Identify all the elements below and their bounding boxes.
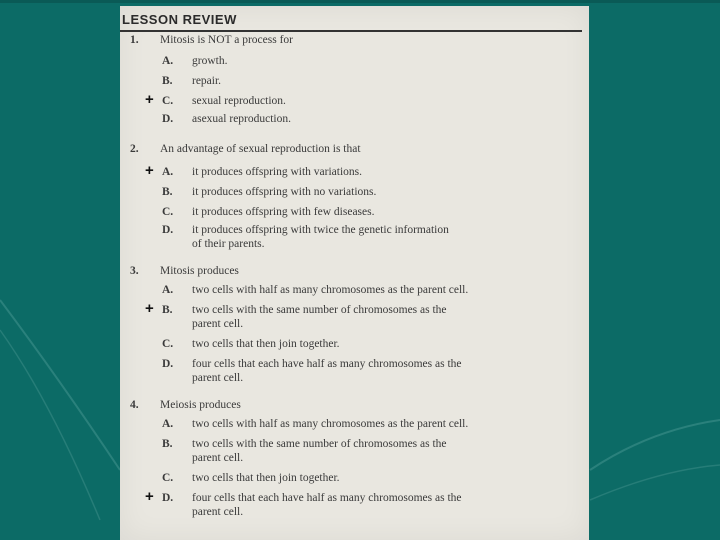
lesson-review-title: LESSON REVIEW (122, 12, 237, 27)
option-text: it produces offspring with twice the genetic information (192, 224, 449, 236)
option-text-continued: of their parents. (192, 238, 265, 250)
option-letter: D. (162, 358, 174, 370)
option-text-continued: parent cell. (192, 452, 244, 464)
option-letter: B. (162, 186, 173, 198)
option-text: two cells with half as many chromosomes as the parent cell. (192, 418, 469, 430)
option-letter: C. (162, 472, 174, 484)
option-letter: B. (162, 438, 173, 450)
question-stem: Mitosis produces (160, 265, 239, 277)
option-letter: B. (162, 75, 173, 87)
option-text-continued: parent cell. (192, 506, 244, 518)
option-text-continued: parent cell. (192, 318, 244, 330)
option-letter: C. (162, 338, 174, 350)
option-letter: D. (162, 224, 174, 236)
correct-answer-plus-mark: + (145, 91, 154, 108)
option-text: two cells that then join together. (192, 338, 340, 350)
option-text: growth. (192, 55, 228, 67)
scanned-page (120, 6, 589, 540)
option-text: two cells with the same number of chromosomes as the (192, 438, 447, 450)
option-text: repair. (192, 75, 222, 87)
correct-answer-plus-mark: + (145, 488, 154, 505)
option-text-continued: parent cell. (192, 372, 244, 384)
option-letter: A. (162, 166, 174, 178)
option-letter: A. (162, 284, 174, 296)
option-text: four cells that each have half as many chromosomes as the (192, 358, 462, 370)
question-stem: An advantage of sexual reproduction is that (160, 143, 361, 155)
option-letter: C. (162, 206, 174, 218)
question-number: 2. (130, 143, 139, 155)
question-number: 1. (130, 34, 139, 46)
question-number: 3. (130, 265, 139, 277)
option-text: sexual reproduction. (192, 95, 286, 107)
option-text: four cells that each have half as many chromosomes as the (192, 492, 462, 504)
option-text: it produces offspring with few diseases. (192, 206, 375, 218)
question-stem: Meiosis produces (160, 399, 241, 411)
option-letter: A. (162, 55, 174, 67)
option-letter: D. (162, 492, 174, 504)
question-stem: Mitosis is NOT a process for (160, 34, 293, 46)
title-rule (120, 30, 582, 32)
option-letter: C. (162, 95, 174, 107)
option-text: two cells with half as many chromosomes as the parent cell. (192, 284, 469, 296)
option-letter: A. (162, 418, 174, 430)
correct-answer-plus-mark: + (145, 162, 154, 179)
option-letter: D. (162, 113, 174, 125)
option-text: asexual reproduction. (192, 113, 291, 125)
option-text: it produces offspring with no variations. (192, 186, 377, 198)
question-number: 4. (130, 399, 139, 411)
correct-answer-plus-mark: + (145, 300, 154, 317)
option-letter: B. (162, 304, 173, 316)
option-text: it produces offspring with variations. (192, 166, 363, 178)
option-text: two cells with the same number of chromosomes as the (192, 304, 447, 316)
option-text: two cells that then join together. (192, 472, 340, 484)
